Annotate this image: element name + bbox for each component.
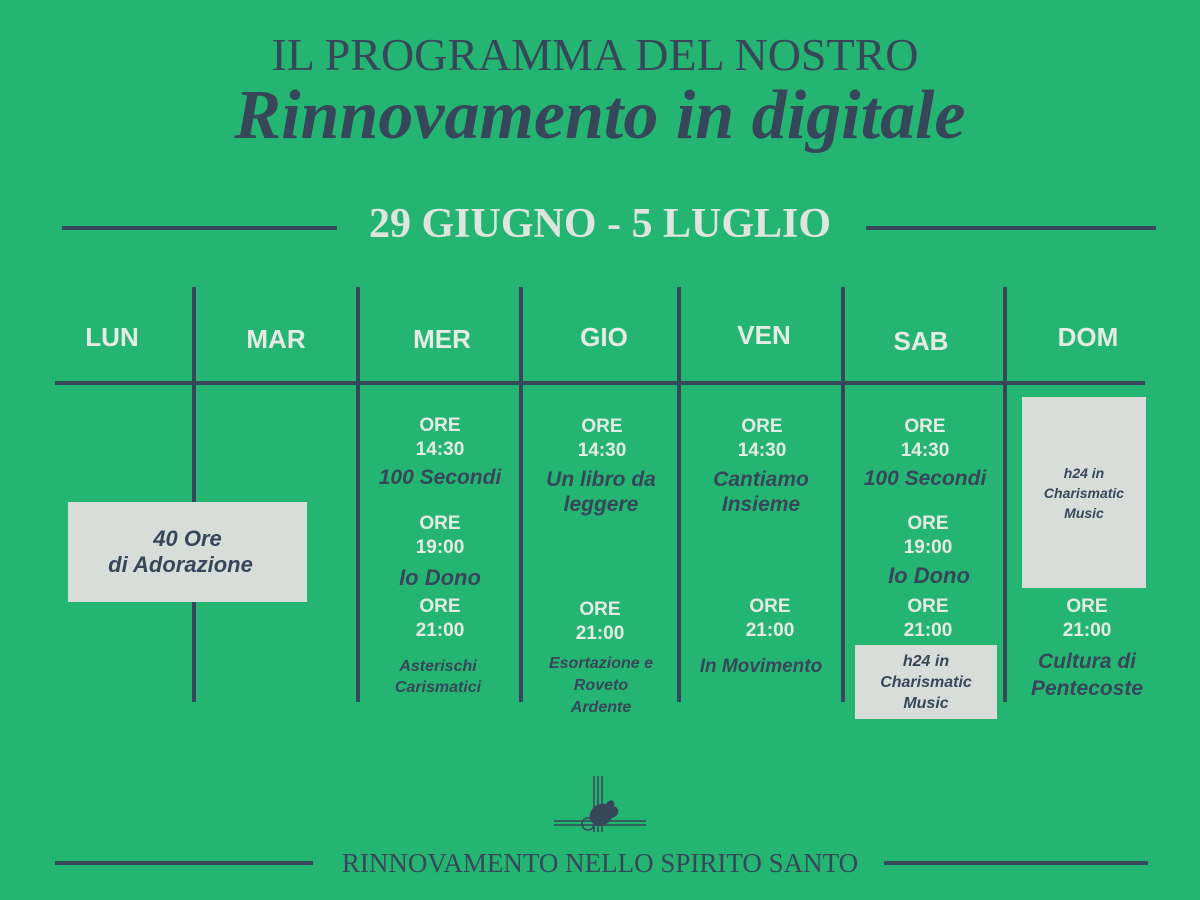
event-title-line: Asterischi	[399, 658, 477, 675]
event-title-line: Cultura di	[1038, 650, 1136, 673]
time-value: 19:00	[415, 537, 465, 558]
event-title-line: Un libro da	[546, 468, 656, 491]
time-label	[682, 415, 842, 463]
time-value: 14:30	[415, 439, 465, 460]
organization-name: RINNOVAMENTO NELLO SPIRITO SANTO	[341, 848, 859, 878]
event-box-line: Music	[1064, 504, 1104, 521]
event-title-line: Roveto	[573, 677, 629, 694]
footer-divider-right	[884, 861, 1148, 865]
day-header-lun: LUN	[85, 322, 139, 352]
time-value: 14:30	[900, 440, 950, 461]
time-value: 21:00	[415, 620, 465, 641]
ore-label: ORE	[904, 416, 946, 437]
time-value: 21:00	[575, 623, 625, 644]
day-header-dom: DOM	[1057, 322, 1119, 352]
time-label	[690, 595, 850, 643]
time-label	[848, 512, 1008, 560]
event-title: Io Dono	[888, 563, 970, 588]
event-title: In Movimento	[699, 656, 823, 677]
time-value: 14:30	[737, 440, 787, 461]
event-box-line: 40 Ore	[153, 526, 222, 551]
time-label	[848, 595, 1008, 643]
header-row-divider	[55, 381, 1145, 385]
date-range: 29 GIUGNO - 5 LUGLIO	[368, 201, 832, 247]
ore-label: ORE	[907, 513, 949, 534]
time-label	[360, 595, 520, 643]
event-box-line: Charismatic	[1043, 484, 1125, 501]
event-title: 100 Secondi	[378, 466, 502, 489]
event-box-line: Charismatic	[880, 673, 972, 691]
event-title	[519, 653, 683, 719]
event-title-line: Pentecoste	[1030, 677, 1144, 700]
time-label	[522, 415, 682, 463]
event-title-line: leggere	[563, 493, 639, 516]
ore-label: ORE	[1066, 596, 1108, 617]
day-header-mar: MAR	[246, 324, 306, 354]
time-label	[360, 512, 520, 560]
dove-logo-icon	[552, 774, 648, 838]
event-box-charismatic-music	[855, 645, 997, 719]
date-divider-left	[62, 226, 337, 230]
event-title-line: Ardente	[570, 699, 632, 716]
ore-label: ORE	[419, 513, 461, 534]
event-box-line: di Adorazione	[108, 552, 253, 577]
time-value: 19:00	[903, 537, 953, 558]
day-header-gio: GIO	[580, 322, 628, 352]
event-title: Io Dono	[399, 565, 481, 590]
ore-label: ORE	[907, 596, 949, 617]
event-box-line: h24 in	[1063, 464, 1105, 481]
time-label	[845, 415, 1005, 463]
time-value: 21:00	[903, 620, 953, 641]
event-title	[519, 467, 683, 517]
event-box-line: Music	[903, 694, 949, 712]
time-label	[360, 414, 520, 462]
time-value: 14:30	[577, 440, 627, 461]
event-title	[356, 656, 520, 698]
event-box-charismatic-music	[1022, 397, 1146, 588]
event-title-line: Insieme	[721, 493, 801, 516]
event-box-adorazione	[68, 502, 307, 602]
day-header-mer: MER	[413, 324, 471, 354]
event-title-line: Esortazione e	[548, 655, 654, 672]
event-title-line: Cantiamo	[713, 468, 809, 491]
event-title-line: Carismatici	[394, 679, 482, 696]
event-title: 100 Secondi	[863, 467, 987, 490]
time-value: 21:00	[1062, 620, 1112, 641]
event-title	[1005, 648, 1169, 702]
time-label	[1007, 595, 1167, 643]
footer-divider-left	[55, 861, 313, 865]
ore-label: ORE	[419, 596, 461, 617]
time-label	[520, 598, 680, 646]
ore-label: ORE	[419, 415, 461, 436]
program-title: Rinnovamento in digitale	[234, 77, 966, 154]
ore-label: ORE	[579, 599, 621, 620]
program-subtitle: IL PROGRAMMA DEL NOSTRO	[271, 29, 919, 80]
ore-label: ORE	[741, 416, 783, 437]
day-header-ven: VEN	[737, 320, 791, 350]
ore-label: ORE	[749, 596, 791, 617]
day-header-sab: SAB	[893, 326, 949, 356]
event-box-line: h24 in	[902, 652, 950, 670]
time-value: 21:00	[745, 620, 795, 641]
date-divider-right	[866, 226, 1156, 230]
ore-label: ORE	[581, 416, 623, 437]
event-title	[679, 467, 843, 517]
